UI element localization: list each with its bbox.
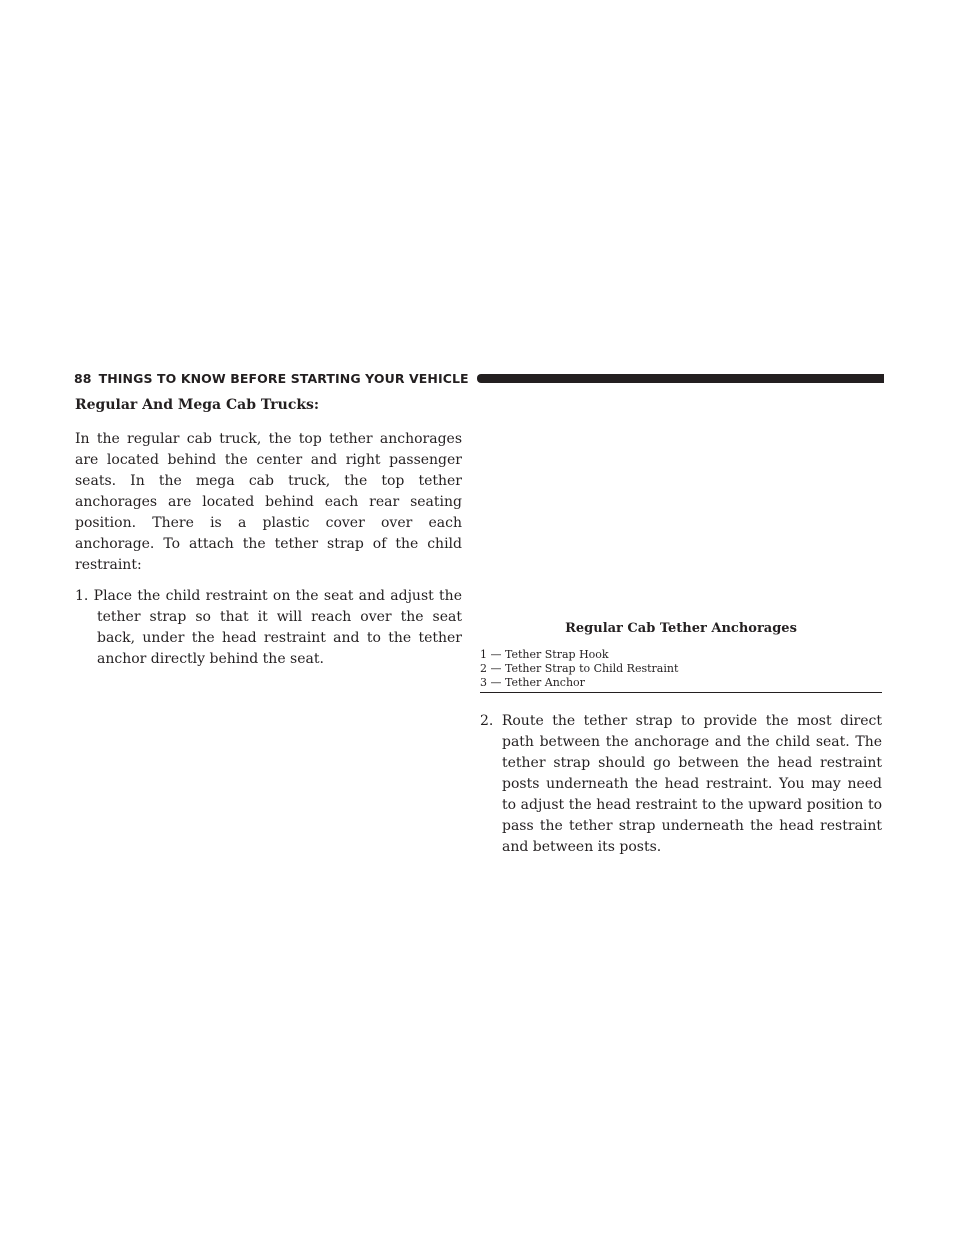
right-column (480, 620, 882, 858)
section-title: THINGS TO KNOW BEFORE STARTING YOUR VEHICLE (98, 370, 469, 386)
step-1: 1. Place the child restraint on the seat and adjust the tether strap so that it will reach over the seat back, under the head restraint and to the tether anchor directly behind the seat. (75, 588, 462, 667)
legend-item: 1 — Tether Strap Hook (480, 648, 609, 661)
page-header (74, 370, 884, 386)
header-rule (477, 374, 884, 383)
legend-item: 3 — Tether Anchor (480, 676, 585, 689)
intro-paragraph: In the regular cab truck, the top tether anchorages are located behind the center and right passenger seats. In the mega cab truck, the top tether anchorages are located behind each rear seating position. There is a plastic cover over each anchorage. To attach the tether strap of the child restraint: (75, 431, 462, 573)
legend-item: 2 — Tether Strap to Child Restraint (480, 662, 679, 675)
figure-title: Regular Cab Tether Anchorages (565, 621, 797, 636)
figure-legend (480, 648, 882, 693)
section-heading: Regular And Mega Cab Trucks: (75, 397, 320, 413)
step-2: 2. Route the tether strap to provide the most direct path between the anchorage and the child seat. The tether strap should go between the head restraint posts underneath the head restraint. You may need to adjust the head restraint to the upward position to pass the tether strap underneath the head restraint and between its posts. (480, 713, 882, 855)
page-number: 88 (74, 370, 92, 386)
left-column (75, 395, 462, 670)
